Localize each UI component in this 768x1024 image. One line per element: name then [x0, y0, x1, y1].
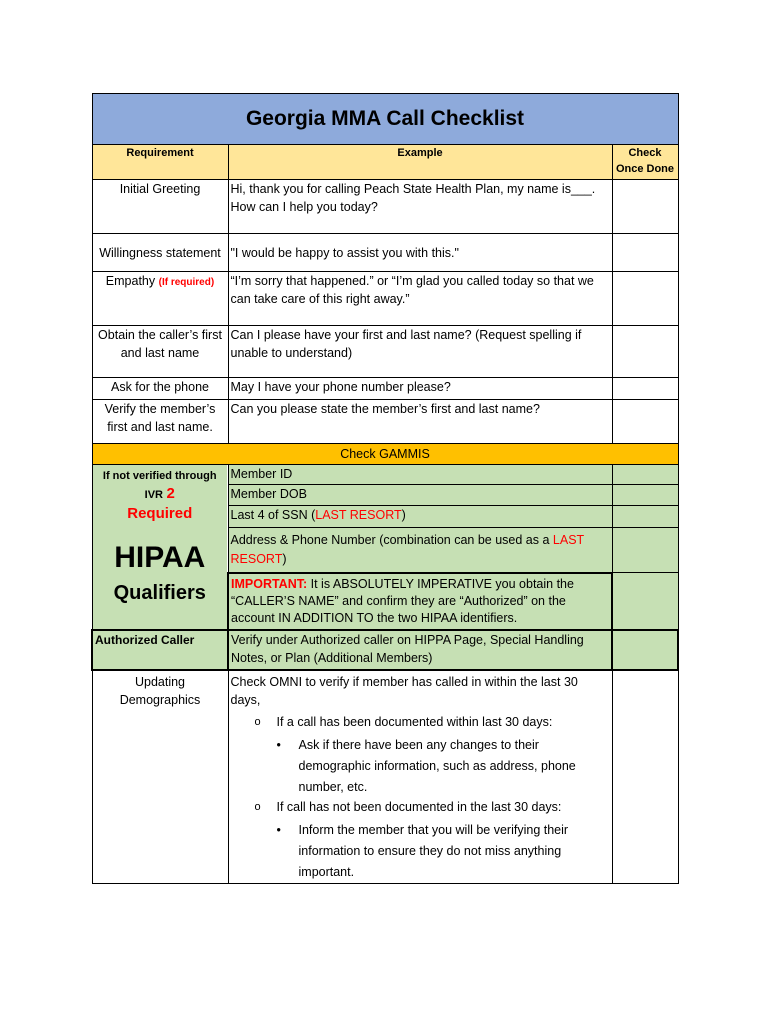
example-verify-member: Can you please state the member’s first and last name? — [228, 400, 612, 444]
demographics-case-documented: o If a call has been documented within last 30 days: — [255, 713, 610, 731]
address-prefix: Address & Phone Number (combination can be used as a — [230, 533, 553, 547]
check-cell-member-dob[interactable] — [612, 485, 678, 506]
req-initial-greeting: Initial Greeting — [92, 180, 228, 234]
req-authorized-caller: Authorized Caller — [92, 630, 228, 670]
checklist-table — [91, 93, 679, 884]
hipaa-not-verified-text: If not verified through — [102, 470, 217, 482]
row-willingness — [92, 234, 678, 272]
ssn-last-resort: LAST RESORT — [315, 508, 402, 522]
req-empathy — [92, 272, 228, 326]
hipaa-required-text: Required — [127, 505, 193, 522]
row-check-gammis — [92, 444, 678, 465]
req-obtain-name: Obtain the caller’s first and last name — [92, 326, 228, 378]
check-cell-obtain-name[interactable] — [612, 326, 678, 378]
address-last-resort: LAST RESORT — [230, 533, 584, 566]
req-empathy-note: (If required) — [158, 277, 215, 288]
req-empathy-label: Empathy — [105, 274, 156, 288]
check-cell-address-phone[interactable] — [612, 528, 678, 573]
example-updating-demographics — [228, 670, 612, 884]
check-cell-member-id[interactable] — [612, 465, 678, 485]
hipaa-address-phone — [228, 528, 612, 573]
example-willingness: "I would be happy to assist you with this." — [228, 234, 612, 272]
row-initial-greeting — [92, 180, 678, 234]
example-obtain-name: Can I please have your first and last name? (Request spelling if unable to understand) — [228, 326, 612, 378]
example-authorized-caller: Verify under Authorized caller on HIPPA Page, Special Handling Notes, or Plan (Additional Members) — [228, 630, 612, 670]
header-requirement: Requirement — [92, 145, 228, 180]
ssn-prefix: Last 4 of SSN ( — [230, 508, 316, 522]
demographics-intro: Check OMNI to verify if member has called in within the last 30 days, — [230, 674, 578, 707]
header-check: Check Once Done — [612, 145, 678, 180]
hipaa-heading: HIPAA — [114, 541, 206, 574]
hipaa-important-note — [228, 573, 612, 630]
hipaa-member-id: Member ID — [228, 465, 612, 485]
row-obtain-name — [92, 326, 678, 378]
check-cell-empathy[interactable] — [612, 272, 678, 326]
req-updating-demographics: Updating Demographics — [92, 670, 228, 884]
example-initial-greeting: Hi, thank you for calling Peach State Health Plan, my name is___. How can I help you today? — [228, 180, 612, 234]
hipaa-ssn — [228, 506, 612, 528]
ssn-suffix: ) — [401, 508, 406, 522]
hipaa-ivr-text: IVR — [144, 489, 163, 501]
hipaa-qualifiers-heading: Qualifiers — [113, 582, 206, 604]
row-verify-member — [92, 400, 678, 444]
demographics-case-not-documented-action: • Inform the member that you will be verifying their information to ensure they do not miss anything important. — [231, 820, 610, 883]
check-cell-important[interactable] — [612, 573, 678, 630]
check-cell-authorized-caller[interactable] — [612, 630, 678, 670]
req-willingness: Willingness statement — [92, 234, 228, 272]
important-label: IMPORTANT: — [231, 576, 308, 591]
check-cell-ask-phone[interactable] — [612, 378, 678, 400]
check-gammis-banner: Check GAMMIS — [92, 444, 678, 465]
hipaa-ivr-line — [95, 485, 226, 504]
example-ask-phone: May I have your phone number please? — [228, 378, 612, 400]
row-authorized-caller — [92, 630, 678, 670]
hipaa-count: 2 — [166, 485, 175, 502]
checklist-sheet — [91, 93, 677, 884]
hipaa-member-dob: Member DOB — [228, 485, 612, 506]
check-cell-ssn[interactable] — [612, 506, 678, 528]
row-ask-phone — [92, 378, 678, 400]
example-empathy: “I’m sorry that happened.” or “I’m glad you called today so that we can take care of this right away.” — [228, 272, 612, 326]
check-cell-willingness[interactable] — [612, 234, 678, 272]
header-example: Example — [228, 145, 612, 180]
address-suffix: ) — [282, 552, 287, 566]
demographics-case-not-documented: o If call has not been documented in the last 30 days: — [255, 798, 610, 816]
hipaa-qualifiers-block — [92, 465, 228, 630]
important-text: It is ABSOLUTELY IMPERATIVE you obtain the “CALLER’S NAME” and confirm they are “Authorized” on the account IN ADDITION TO the two HIPAA identifiers. — [231, 576, 574, 625]
demographics-case-documented-action: • Ask if there have been any changes to their demographic information, such as address, phone number, etc. — [231, 735, 610, 798]
row-member-id — [92, 465, 678, 485]
check-cell-initial-greeting[interactable] — [612, 180, 678, 234]
req-ask-phone: Ask for the phone — [92, 378, 228, 400]
header-row — [92, 145, 678, 180]
row-empathy — [92, 272, 678, 326]
check-cell-updating-demographics[interactable] — [612, 670, 678, 884]
page-title: Georgia MMA Call Checklist — [92, 94, 678, 145]
row-updating-demographics — [92, 670, 678, 884]
req-verify-member: Verify the member’s first and last name. — [92, 400, 228, 444]
check-cell-verify-member[interactable] — [612, 400, 678, 444]
